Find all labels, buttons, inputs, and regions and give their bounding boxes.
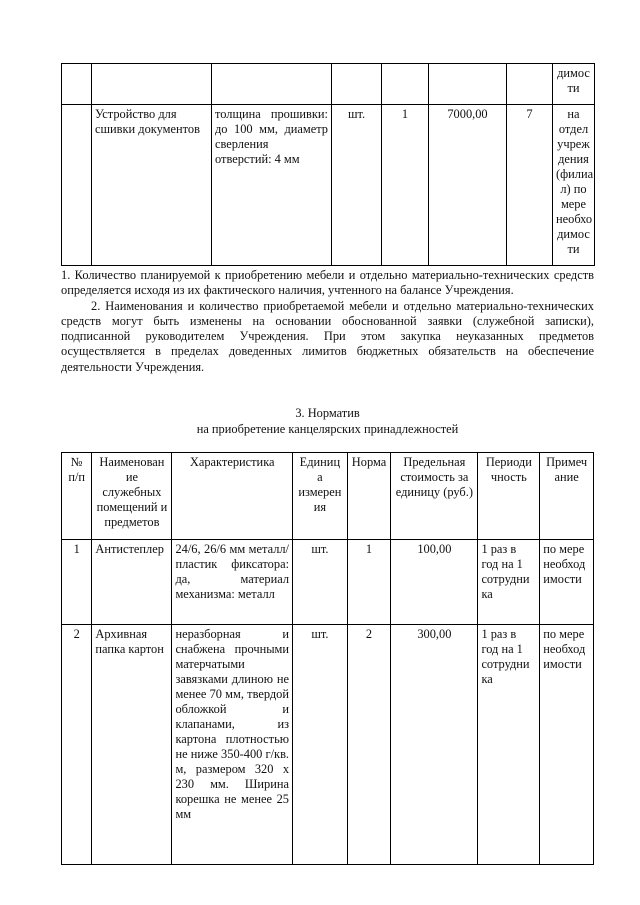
- furniture-table-continuation: [61, 63, 595, 266]
- cell-unit: шт.: [293, 540, 348, 625]
- section-subtitle: на приобретение канцелярских принадлежностей: [196, 421, 459, 436]
- section-heading: [61, 406, 594, 437]
- cell-norm: 1: [382, 105, 429, 266]
- cell-num: [62, 64, 92, 105]
- cell-name: [92, 64, 212, 105]
- table-row: [62, 64, 595, 105]
- note-paragraph-2: 2. Наименования и количество приобретаемой мебели и отдельно материально-технических средств могут быть изменены на основании обоснованной заявки (служебной записки), подписанной руководителем Учреждения. При этом закупка неуказанных предметов осуществляется в пределах доведенных лимитов бюджетных обязательств на обеспечение деятельности Учреждения.: [61, 298, 594, 374]
- cell-norm: 1: [347, 540, 391, 625]
- cell-period: 1 раз в год на 1 сотрудни ка: [478, 540, 540, 625]
- cell-price: 100,00: [391, 540, 478, 625]
- cell-note: димос ти: [553, 64, 595, 105]
- cell-name: Устройство для сшивки документов: [92, 105, 212, 266]
- header-unit: Единиц а измерен ия: [293, 453, 348, 540]
- header-norm: Норма: [347, 453, 391, 540]
- header-name: Наименован ие служебных помещений и предметов: [92, 453, 172, 540]
- table-row: [62, 625, 594, 865]
- table-header-row: [62, 453, 594, 540]
- table-row: [62, 540, 594, 625]
- header-note: Примеч ание: [540, 453, 594, 540]
- cell-price: [429, 64, 507, 105]
- cell-characteristic: неразборная и снабжена прочными матерчатыми завязками длиною не менее 70 мм, твердой обложкой и клапанами, из картона плотностью не ниже 350-400 г/кв. м, размером 320 х 230 мм. Ширина корешка не менее 25 мм: [172, 625, 293, 865]
- cell-note: по мере необход имости: [540, 625, 594, 865]
- cell-num: 2: [62, 625, 92, 865]
- cell-unit: [332, 64, 382, 105]
- cell-period: 7: [507, 105, 553, 266]
- cell-name: Архивная папка картон: [92, 625, 172, 865]
- table-row: [62, 105, 595, 266]
- header-period: Периоди чность: [478, 453, 540, 540]
- header-characteristic: Характеристика: [172, 453, 293, 540]
- cell-period: 1 раз в год на 1 сотрудни ка: [478, 625, 540, 865]
- header-price: Предельная стоимость за единицу (руб.): [391, 453, 478, 540]
- cell-price: 7000,00: [429, 105, 507, 266]
- cell-norm: 2: [347, 625, 391, 865]
- cell-note: на отдел учреж дения (филиа л) по мере необхо димос ти: [553, 105, 595, 266]
- header-num: № п/п: [62, 453, 92, 540]
- cell-characteristic: 24/6, 26/6 мм металл/пластик фиксатора: да, материал механизма: металл: [172, 540, 293, 625]
- section-title: 3. Норматив: [295, 406, 360, 420]
- cell-num: [62, 105, 92, 266]
- cell-characteristic: [212, 64, 332, 105]
- cell-price: 300,00: [391, 625, 478, 865]
- cell-period: [507, 64, 553, 105]
- cell-note: по мере необход имости: [540, 540, 594, 625]
- cell-characteristic: толщина прошивки: до 100 мм, диаметр сверления отверстий: 4 мм: [212, 105, 332, 266]
- cell-num: 1: [62, 540, 92, 625]
- notes-block: [61, 268, 594, 375]
- stationery-norms-table: [61, 452, 594, 865]
- note-paragraph-1: 1. Количество планируемой к приобретению мебели и отдельно материально-технических средств определяется исходя из их фактического наличия, учтенного на балансе Учреждения.: [61, 268, 594, 298]
- cell-unit: шт.: [293, 625, 348, 865]
- cell-unit: шт.: [332, 105, 382, 266]
- cell-norm: [382, 64, 429, 105]
- cell-name: Антистеплер: [92, 540, 172, 625]
